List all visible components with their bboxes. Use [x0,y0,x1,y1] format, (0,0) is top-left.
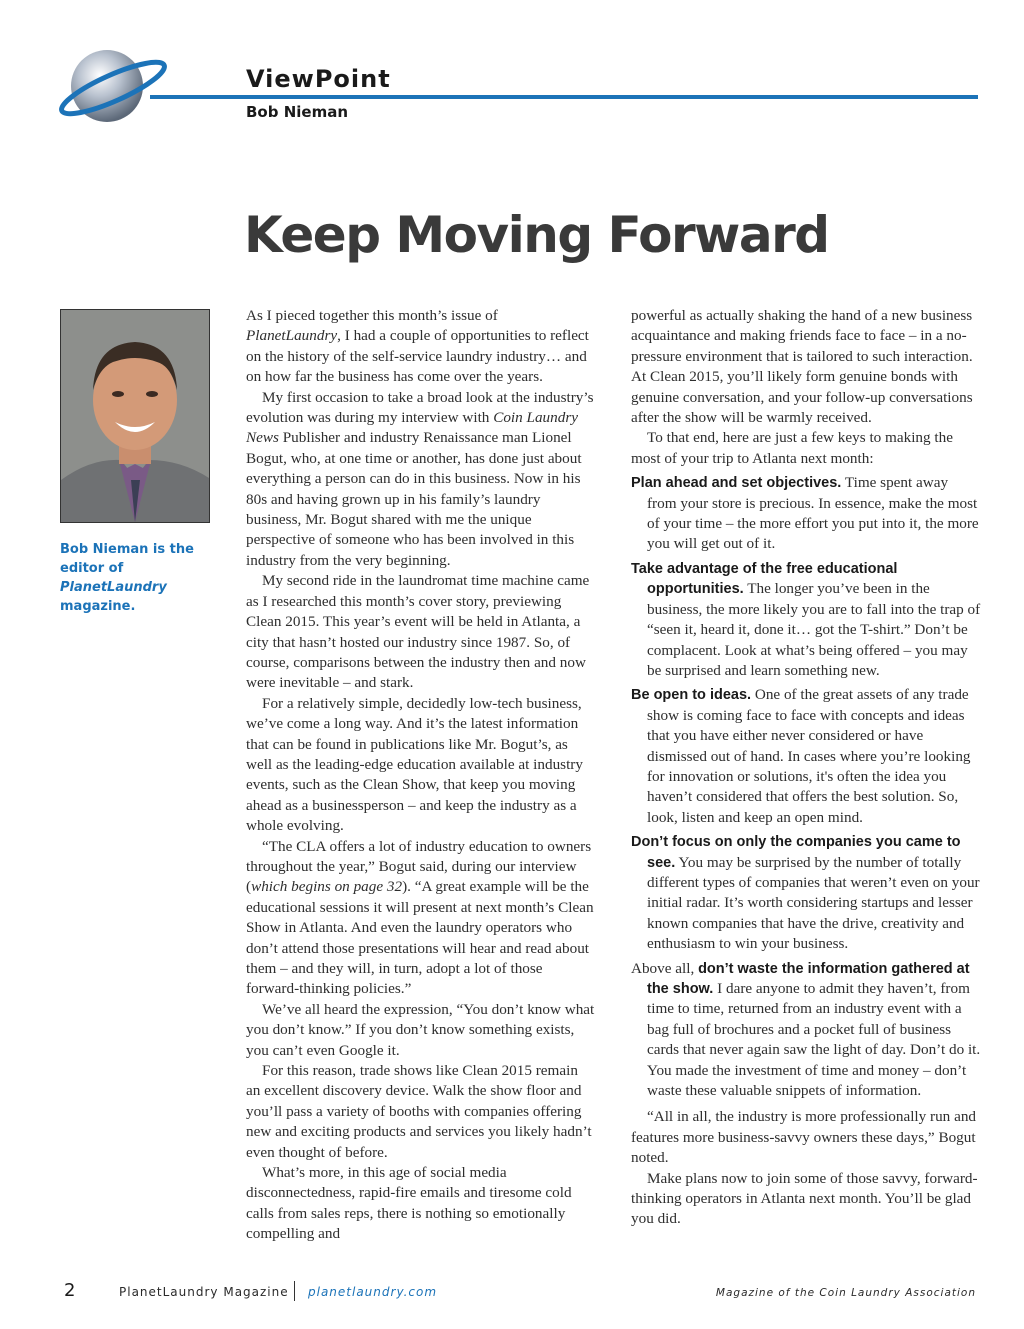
body-paragraph: “The CLA offers a lot of industry education to owners throughout the year,” Bogut said, during our interview (which begins on page 32). “A great example will be the educational sessions it will present at next month’s Clean Show in Atlanta. And even the laundry operators who don’t attend those presentations will hear and read about them – and they will, in turn, adopt a lot of those forward-thinking policies.” [246,837,594,998]
globe-logo-icon [55,46,175,126]
footer-divider [294,1281,295,1301]
body-paragraph: For this reason, trade shows like Clean 2015 remain an excellent discovery device. Walk the show floor and you’ll pass a variety of booths with companies offering new and exciting products and services you likely hadn’t even thought of before. [246,1062,592,1161]
article-column-left [246,306,596,1245]
author-byline: Bob Nieman [246,103,348,121]
body-paragraph: To that end, here are just a few keys to making the most of your trip to Atlanta next month: [631,429,953,467]
body-paragraph: My second ride in the laundromat time machine came as I researched this month’s cover story, previewing Clean 2015. This year’s event will be held in Atlanta, a city that hasn’t hosted our industry since 1987. So, of course, comparisons between the industry then and now were inevitable – and stark. [246,572,590,692]
footer-magazine-name: PlanetLaundry Magazine [119,1285,289,1299]
body-paragraph: As I pieced together this month’s issue of PlanetLaundry, I had a couple of opportunities to reflect on the history of the self-service laundry industry… and on how far the business has come over the years. [246,307,589,386]
article-title: Keep Moving Forward [244,206,829,264]
body-paragraph: For a relatively simple, decidedly low-tech business, we’ve come a long way. And it’s the latest information that can be found in publications like Mr. Bogut’s, as well as the leading-edge education available at industry events, such as the Clean Show, that keep you moving ahead as a businessperson – and keep the industry as a whole evolving. [246,694,583,835]
key-item: Don’t focus on only the companies you came to see. You may be surprised by the number of totally different types of companies that weren’t even on your initial radar. It’s worth considering startups and lesser known companies that have the drive, creativity and enthusiasm to win your business. [631,834,980,953]
author-photo [60,309,210,523]
footer-association: Magazine of the Coin Laundry Association [715,1287,976,1299]
page-number: 2 [64,1280,76,1301]
body-paragraph: powerful as actually shaking the hand of a new business acquaintance and making friends face to face – in a no-pressure environment that is tailored to such interaction. At Clean 2015, you’ll likely form genuine bonds with genuine conversation, and your follow-up conversations after the show will be warmly received. [631,307,973,427]
caption-magazine-name: PlanetLaundry [60,580,167,595]
body-paragraph: Make plans now to join some of those savvy, forward-thinking operators in Atlanta next month. You’ll be glad you did. [631,1169,978,1228]
section-title: ViewPoint [246,65,391,93]
header-rule [150,95,978,99]
article-column-right [631,306,981,1230]
body-paragraph: We’ve all heard the expression, “You don’t know what you don’t know.” If you don’t know something exists, you can’t even Google it. [246,1000,595,1059]
body-paragraph: “All in all, the industry is more professionally run and features more business-savvy owners these days,” Bogut noted. [631,1108,977,1167]
author-caption: Bob Nieman is the editor of PlanetLaundry magazine. [60,542,194,614]
key-item: Plan ahead and set objectives. Time spent away from your store is precious. In essence, make the most of your time – the more effort you put into it, the more you will get out of it. [631,474,979,553]
key-item: Above all, don’t waste the information gathered at the show. I dare anyone to admit they haven’t, from time to time, returned from an industry event with a bag full of brochures and a pocket full of business cards that never again saw the light of day. Don’t do it. You made the investment of time and money – don’t waste these valuable snippets of information. [631,959,981,1100]
body-paragraph: What’s more, in this age of social media disconnectedness, rapid-fire emails and tiresome cold calls from sales reps, there is nothing so emotionally compelling and [246,1164,572,1243]
key-item: Be open to ideas. One of the great assets of any trade show is coming face to face with concepts and ideas that you have either never considered or have dismissed out of hand. In cases where you’re looking for innovation or solutions, it's often the idea you haven’t considered that offers the best solution. So, look, listen and keep an open mind. [631,686,971,826]
footer-website-link[interactable]: planetlaundry.com [308,1285,438,1299]
body-paragraph: My first occasion to take a broad look at the industry’s evolution was during my interview with Coin Laundry News Publisher and industry Renaissance man Lionel Bogut, who, at one time or another, has done just about everything a person can do in this business. Now in his 80s and having grown up in his family’s laundry business, Mr. Bogut shared with me the unique perspective of someone who has been involved in this industry from the very beginning. [246,388,594,569]
key-item: Take advantage of the free educational opportunities. The longer you’ve been in the business, the more likely you are to fall into the trap of “seen it, heard it, done it… got the T-shirt.” Don’t be complacent. Look at what’s being offered – you may be surprised and learn something new. [631,560,981,679]
